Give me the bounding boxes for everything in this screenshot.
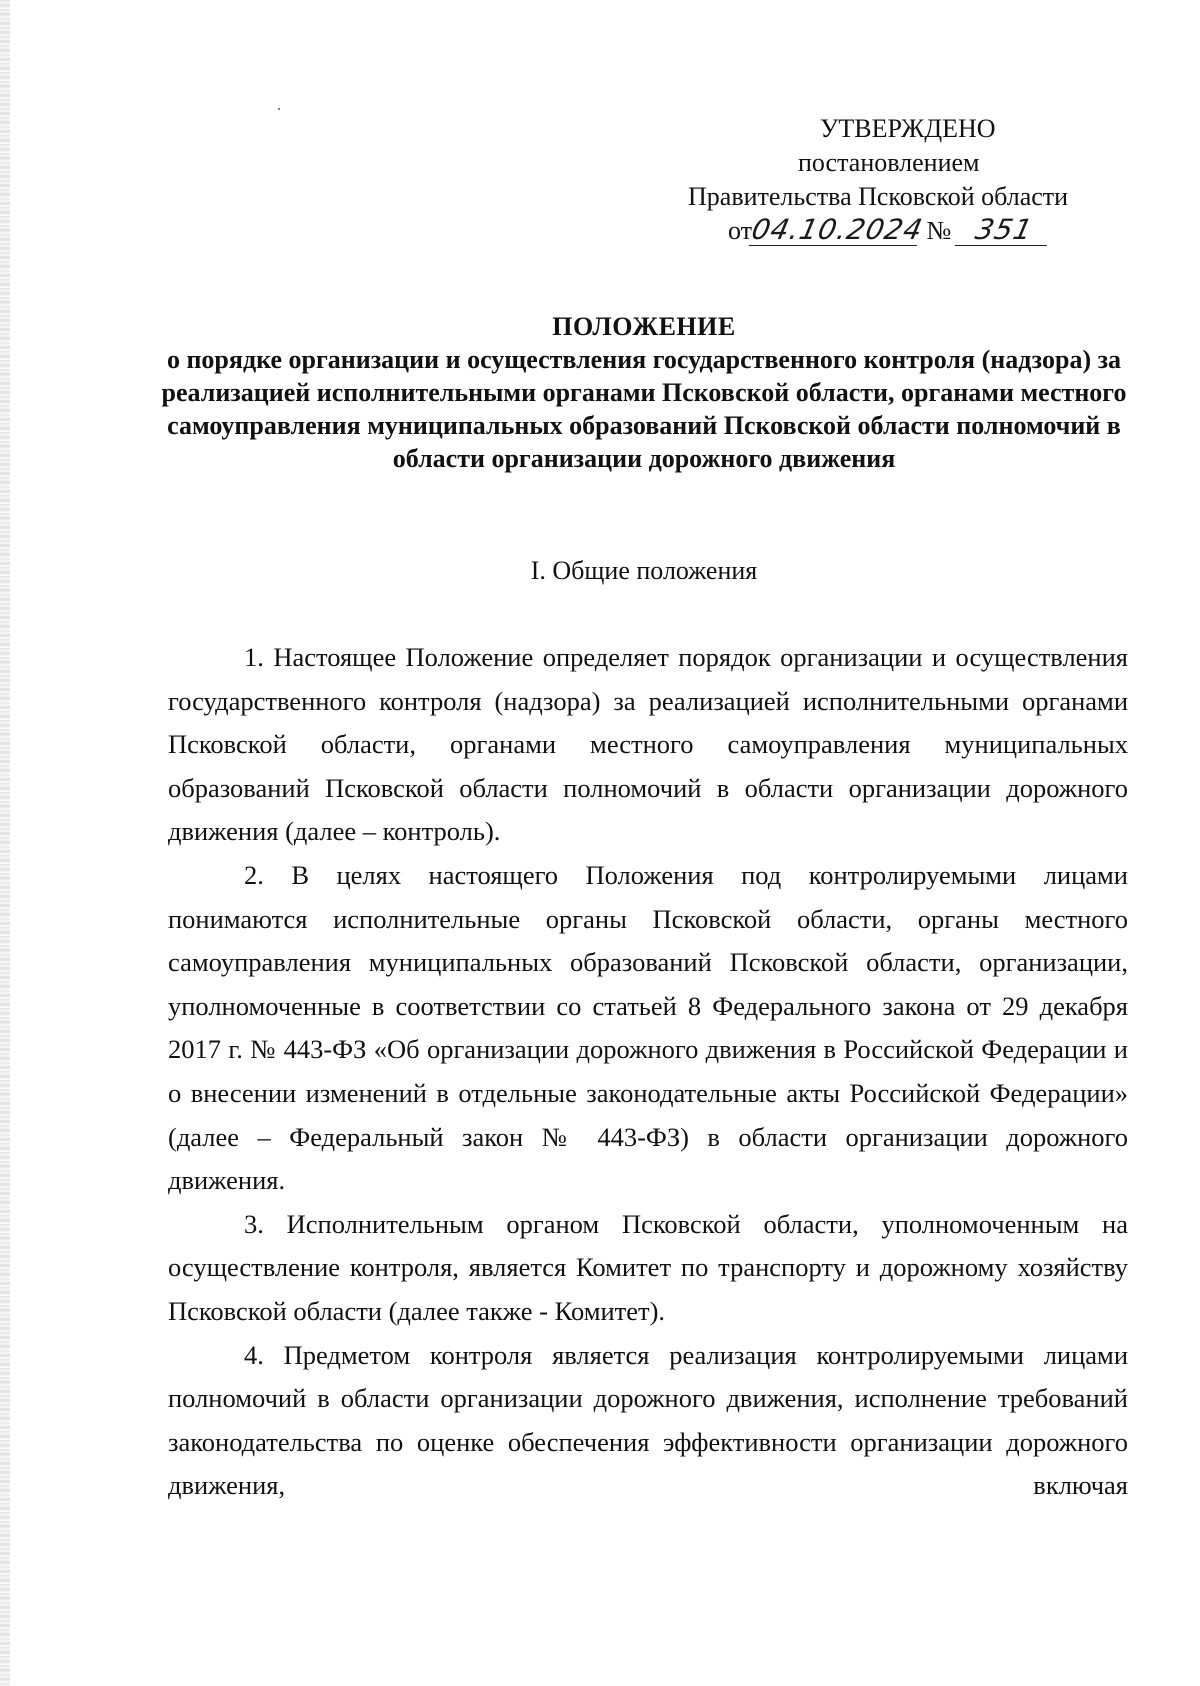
approval-authority: Правительства Псковской области xyxy=(688,182,1069,211)
approval-approved: УТВЕРЖДЕНО xyxy=(820,114,996,143)
handwritten-number: 351 xyxy=(955,215,1054,246)
number-prefix: № xyxy=(926,216,952,245)
date-prefix: от xyxy=(728,216,753,245)
approval-date-number xyxy=(640,214,1120,248)
scan-edge xyxy=(0,0,10,1686)
scan-speck xyxy=(278,108,280,110)
document-subtitle: о порядке организации и осуществления государственного контроля (надзора) за реализацией исполнительными органами Псковской области, органами местного самоуправления муниципальных образований Псковской области полномочий в области организации дорожного движения xyxy=(161,345,1127,473)
paragraph-2: 2. В целях настоящего Положения под контролируемыми лицами понимаются исполнительные органы Псковской области, органы местного самоуправления муниципальных образований Псковской области, организации, уполномоченные в соответствии со статьей 8 Федерального закона от 29 декабря 2017 г. № 443-ФЗ «Об организации дорожного движения в Российской Федерации и о внесении изменений в отдельные законодательные акты Российской Федерации» (далее – Федеральный закон № 443-ФЗ) в области организации дорожного движения. xyxy=(168,859,1128,1196)
paragraph-4: 4. Предметом контроля является реализация контролируемыми лицами полномочий в области организации дорожного движения, исполнение требований законодательства по оценке обеспечения эффективности организации дорожного движения, включая xyxy=(168,1339,1128,1501)
section-heading: I. Общие положения xyxy=(530,556,758,585)
document-title-block xyxy=(160,310,1128,475)
document-body xyxy=(168,636,1128,1508)
handwritten-date: 04.10.2024 xyxy=(748,213,927,246)
paragraph-3: 3. Исполнительным органом Псковской области, уполномоченным на осуществление контроля, является Комитет по транспорту и дорожному хозяйству Псковской области (далее также - Комитет). xyxy=(168,1208,1128,1326)
approval-by-decree: постановлением xyxy=(798,148,980,177)
approval-block xyxy=(640,112,1120,248)
document-title: ПОЛОЖЕНИЕ xyxy=(552,312,736,341)
paragraph-1: 1. Настоящее Положение определяет порядок организации и осуществления государственного контроля (надзора) за реализацией исполнительными органами Псковской области, органами местного самоуправления муниципальных образований Псковской области полномочий в области организации дорожного движения (далее – контроль). xyxy=(168,642,1128,847)
